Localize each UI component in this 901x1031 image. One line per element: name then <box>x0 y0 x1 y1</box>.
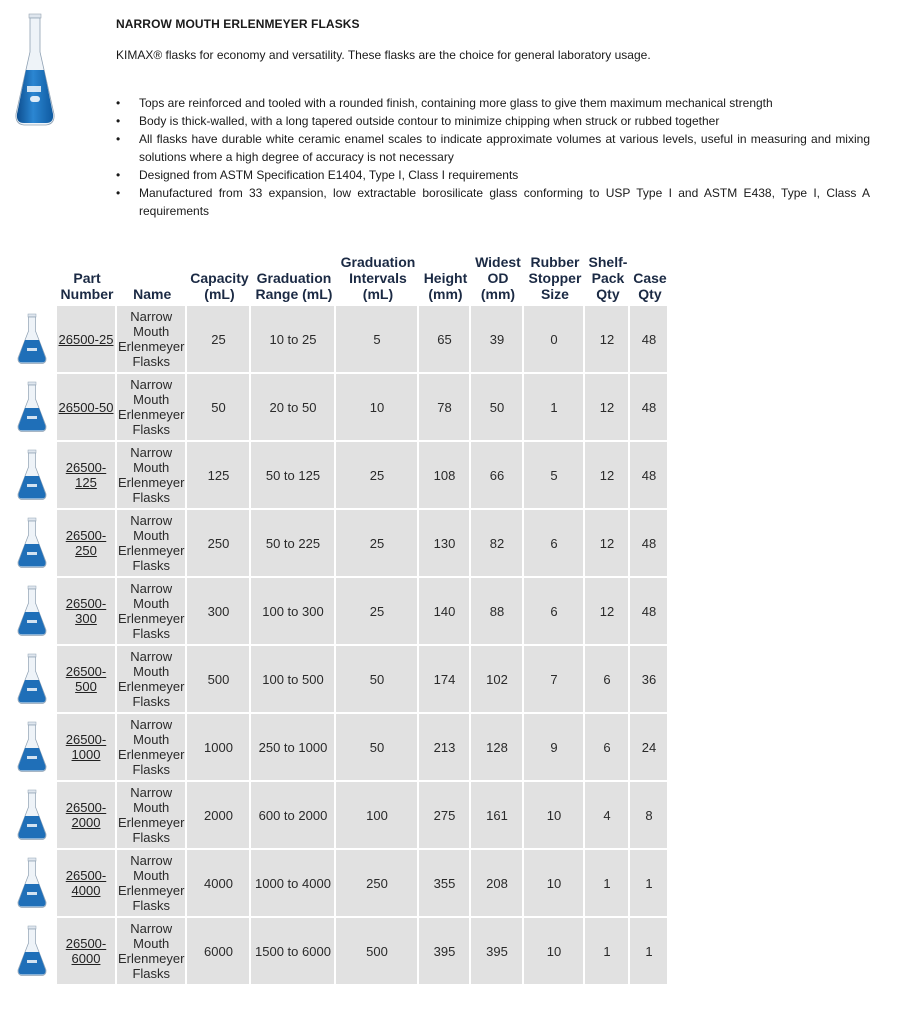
cell-name: Narrow Mouth Erlenmeyer Flasks <box>117 646 187 714</box>
flask-thumbnail-icon <box>8 782 57 850</box>
table-row <box>8 782 669 850</box>
cell-shelf-pack: 1 <box>585 850 630 918</box>
table-row <box>8 578 669 646</box>
cell-rubber-stopper: 10 <box>524 782 585 850</box>
cell-shelf-pack: 12 <box>585 578 630 646</box>
cell-name: Narrow Mouth Erlenmeyer Flasks <box>117 782 187 850</box>
cell-capacity: 50 <box>187 374 251 442</box>
cell-name: Narrow Mouth Erlenmeyer Flasks <box>117 306 187 374</box>
cell-capacity: 500 <box>187 646 251 714</box>
cell-widest-od: 39 <box>471 306 524 374</box>
cell-graduation-intervals: 10 <box>336 374 419 442</box>
cell-shelf-pack: 1 <box>585 918 630 986</box>
cell-graduation-intervals: 5 <box>336 306 419 374</box>
cell-part-number <box>57 510 117 578</box>
feature-text: Tops are reinforced and tooled with a rounded finish, containing more glass to give them maximum mechanical strength <box>139 96 773 110</box>
cell-graduation-range: 250 to 1000 <box>251 714 336 782</box>
cell-part-number <box>57 850 117 918</box>
feature-text: Manufactured from 33 expansion, low extractable borosilicate glass conforming to USP Type I and ASTM E438, Type I, Class A requirements <box>139 186 870 218</box>
flask-thumbnail-icon <box>8 578 57 646</box>
cell-height: 355 <box>419 850 471 918</box>
cell-rubber-stopper: 5 <box>524 442 585 510</box>
hero-flask-image <box>14 12 56 128</box>
feature-item <box>116 166 870 184</box>
header-capacity: Capacity (mL) <box>190 270 249 302</box>
cell-case-qty: 48 <box>630 510 669 578</box>
part-number-link[interactable]: 26500-4000 <box>65 868 107 898</box>
part-number-link[interactable]: 26500-125 <box>65 460 107 490</box>
header-shelf-pack: Shelf-Pack Qty <box>588 254 628 302</box>
table-row <box>8 918 669 986</box>
cell-part-number <box>57 306 117 374</box>
feature-item <box>116 94 870 112</box>
cell-case-qty: 48 <box>630 578 669 646</box>
cell-part-number <box>57 646 117 714</box>
cell-graduation-range: 20 to 50 <box>251 374 336 442</box>
cell-rubber-stopper: 9 <box>524 714 585 782</box>
cell-case-qty: 8 <box>630 782 669 850</box>
flask-thumbnail-icon <box>8 374 57 442</box>
cell-graduation-intervals: 25 <box>336 578 419 646</box>
part-number-link[interactable]: 26500-1000 <box>65 732 107 762</box>
cell-capacity: 1000 <box>187 714 251 782</box>
cell-rubber-stopper: 6 <box>524 578 585 646</box>
feature-text: Body is thick-walled, with a long tapered outside contour to minimize chipping when struck or rubbed together <box>139 114 720 128</box>
image-column-header <box>8 254 57 306</box>
header-height: Height (mm) <box>423 270 468 302</box>
cell-shelf-pack: 12 <box>585 306 630 374</box>
table-row <box>8 646 669 714</box>
cell-height: 213 <box>419 714 471 782</box>
cell-height: 140 <box>419 578 471 646</box>
cell-height: 130 <box>419 510 471 578</box>
cell-part-number <box>57 782 117 850</box>
cell-graduation-range: 600 to 2000 <box>251 782 336 850</box>
cell-graduation-range: 50 to 225 <box>251 510 336 578</box>
table-row <box>8 510 669 578</box>
feature-item <box>116 112 870 130</box>
table-row <box>8 850 669 918</box>
part-number-link[interactable]: 26500-2000 <box>65 800 107 830</box>
cell-part-number <box>57 374 117 442</box>
cell-widest-od: 161 <box>471 782 524 850</box>
feature-text: All flasks have durable white ceramic enamel scales to indicate approximate volumes at various levels, useful in measuring and mixing solutions where a high degree of accuracy is not necessary <box>139 132 870 164</box>
header-part-number: Part Number <box>60 270 114 302</box>
cell-widest-od: 395 <box>471 918 524 986</box>
cell-case-qty: 36 <box>630 646 669 714</box>
cell-name: Narrow Mouth Erlenmeyer Flasks <box>117 510 187 578</box>
cell-graduation-intervals: 250 <box>336 850 419 918</box>
header-case-qty: Case Qty <box>633 270 667 302</box>
cell-part-number <box>57 578 117 646</box>
feature-item <box>116 130 870 166</box>
cell-case-qty: 48 <box>630 442 669 510</box>
cell-rubber-stopper: 7 <box>524 646 585 714</box>
cell-height: 174 <box>419 646 471 714</box>
cell-height: 395 <box>419 918 471 986</box>
cell-capacity: 6000 <box>187 918 251 986</box>
cell-widest-od: 50 <box>471 374 524 442</box>
cell-graduation-range: 1500 to 6000 <box>251 918 336 986</box>
part-number-link[interactable]: 26500-6000 <box>65 936 107 966</box>
cell-widest-od: 128 <box>471 714 524 782</box>
cell-shelf-pack: 12 <box>585 510 630 578</box>
cell-rubber-stopper: 6 <box>524 510 585 578</box>
cell-case-qty: 24 <box>630 714 669 782</box>
intro-text: KIMAX® flasks for economy and versatility. These flasks are the choice for general laboratory usage. <box>116 48 651 62</box>
header-graduation-intervals: Graduation Intervals (mL) <box>340 254 416 302</box>
cell-shelf-pack: 6 <box>585 646 630 714</box>
cell-widest-od: 88 <box>471 578 524 646</box>
cell-graduation-intervals: 25 <box>336 442 419 510</box>
cell-widest-od: 208 <box>471 850 524 918</box>
cell-name: Narrow Mouth Erlenmeyer Flasks <box>117 714 187 782</box>
cell-case-qty: 1 <box>630 918 669 986</box>
cell-graduation-range: 50 to 125 <box>251 442 336 510</box>
part-number-link[interactable]: 26500-50 <box>58 399 114 415</box>
cell-case-qty: 48 <box>630 374 669 442</box>
product-table <box>8 254 669 986</box>
cell-graduation-intervals: 25 <box>336 510 419 578</box>
cell-name: Narrow Mouth Erlenmeyer Flasks <box>117 374 187 442</box>
part-number-link[interactable]: 26500-300 <box>65 596 107 626</box>
cell-capacity: 4000 <box>187 850 251 918</box>
cell-graduation-intervals: 500 <box>336 918 419 986</box>
header-graduation-range: Graduation Range (mL) <box>255 270 333 302</box>
cell-graduation-range: 10 to 25 <box>251 306 336 374</box>
header-name: Name <box>133 286 172 302</box>
flask-thumbnail-icon <box>8 918 57 986</box>
table-row <box>8 714 669 782</box>
cell-rubber-stopper: 1 <box>524 374 585 442</box>
cell-capacity: 125 <box>187 442 251 510</box>
header-rubber-stopper: Rubber Stopper Size <box>528 254 582 302</box>
cell-capacity: 300 <box>187 578 251 646</box>
cell-height: 65 <box>419 306 471 374</box>
cell-rubber-stopper: 10 <box>524 918 585 986</box>
cell-height: 108 <box>419 442 471 510</box>
cell-height: 275 <box>419 782 471 850</box>
cell-widest-od: 66 <box>471 442 524 510</box>
cell-graduation-intervals: 50 <box>336 714 419 782</box>
cell-part-number <box>57 918 117 986</box>
cell-graduation-range: 100 to 500 <box>251 646 336 714</box>
feature-item <box>116 184 870 220</box>
flask-thumbnail-icon <box>8 646 57 714</box>
part-number-link[interactable]: 26500-25 <box>58 331 114 347</box>
page-title: NARROW MOUTH ERLENMEYER FLASKS <box>116 17 360 31</box>
part-number-link[interactable]: 26500-500 <box>65 664 107 694</box>
cell-part-number <box>57 714 117 782</box>
cell-capacity: 25 <box>187 306 251 374</box>
cell-graduation-intervals: 50 <box>336 646 419 714</box>
table-row <box>8 306 669 374</box>
cell-shelf-pack: 6 <box>585 714 630 782</box>
cell-rubber-stopper: 10 <box>524 850 585 918</box>
cell-name: Narrow Mouth Erlenmeyer Flasks <box>117 578 187 646</box>
cell-case-qty: 48 <box>630 306 669 374</box>
cell-widest-od: 102 <box>471 646 524 714</box>
feature-text: Designed from ASTM Specification E1404, Type I, Class I requirements <box>139 168 519 182</box>
flask-thumbnail-icon <box>8 442 57 510</box>
cell-shelf-pack: 12 <box>585 442 630 510</box>
header-widest-od: Widest OD (mm) <box>475 254 521 302</box>
cell-graduation-range: 100 to 300 <box>251 578 336 646</box>
cell-rubber-stopper: 0 <box>524 306 585 374</box>
cell-name: Narrow Mouth Erlenmeyer Flasks <box>117 850 187 918</box>
cell-part-number <box>57 442 117 510</box>
cell-graduation-intervals: 100 <box>336 782 419 850</box>
table-header-row <box>8 254 669 306</box>
cell-case-qty: 1 <box>630 850 669 918</box>
cell-capacity: 2000 <box>187 782 251 850</box>
feature-list <box>116 94 870 220</box>
cell-shelf-pack: 12 <box>585 374 630 442</box>
cell-name: Narrow Mouth Erlenmeyer Flasks <box>117 442 187 510</box>
flask-thumbnail-icon <box>8 714 57 782</box>
part-number-link[interactable]: 26500-250 <box>65 528 107 558</box>
cell-height: 78 <box>419 374 471 442</box>
flask-thumbnail-icon <box>8 306 57 374</box>
cell-widest-od: 82 <box>471 510 524 578</box>
cell-shelf-pack: 4 <box>585 782 630 850</box>
cell-graduation-range: 1000 to 4000 <box>251 850 336 918</box>
cell-name: Narrow Mouth Erlenmeyer Flasks <box>117 918 187 986</box>
flask-thumbnail-icon <box>8 850 57 918</box>
table-row <box>8 442 669 510</box>
cell-capacity: 250 <box>187 510 251 578</box>
flask-thumbnail-icon <box>8 510 57 578</box>
table-row <box>8 374 669 442</box>
